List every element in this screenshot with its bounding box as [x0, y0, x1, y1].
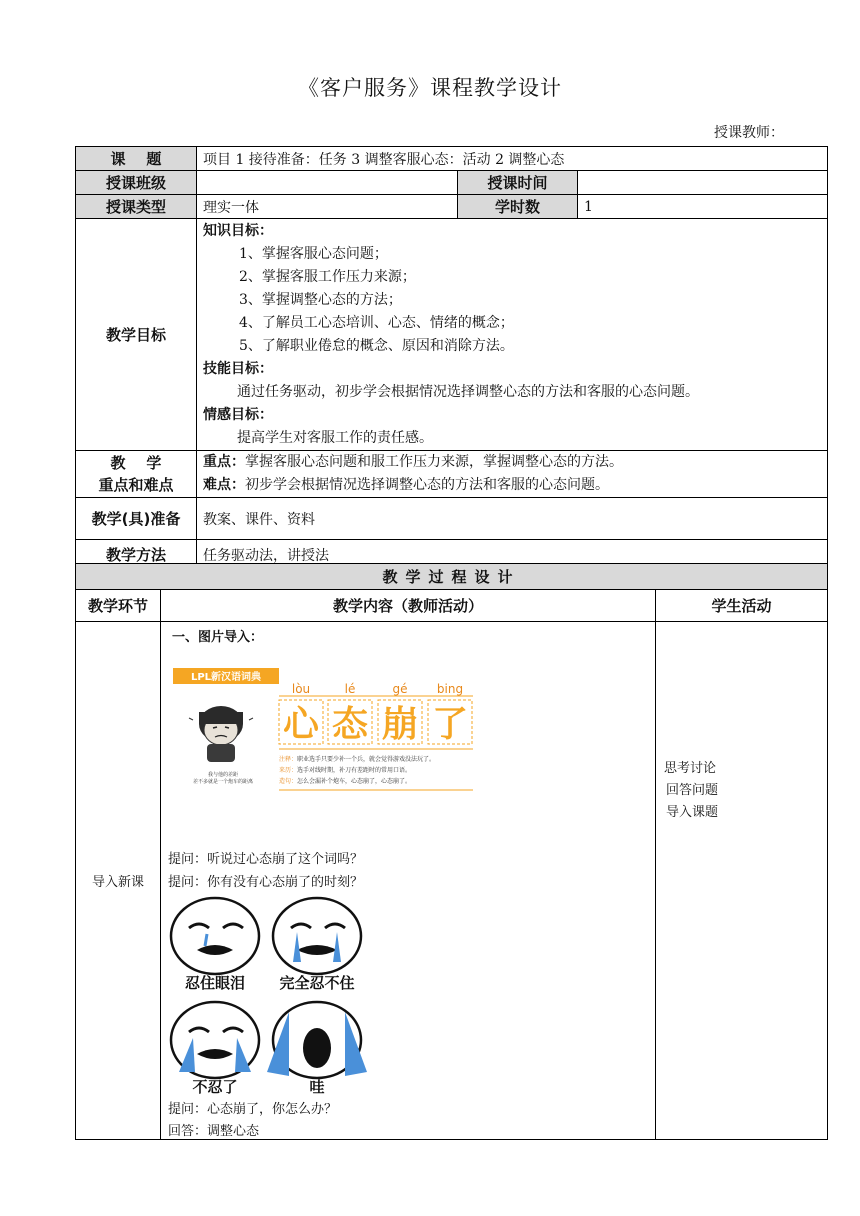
page-title: 《客户服务》课程教学设计	[298, 76, 562, 100]
meme-caption-3: 不忍了	[192, 1078, 238, 1096]
knowledge-title: 知识目标：	[203, 223, 273, 239]
pinyin-1: lòu	[291, 682, 311, 696]
prep-value: 教案、课件、资料	[197, 498, 828, 540]
question-2: 提问：你有没有心态崩了的时刻？	[168, 875, 364, 890]
knowledge-item: 3、掌握调整心态的方法；	[239, 292, 402, 308]
method-value: 任务驱动法，讲授法	[197, 540, 828, 570]
caption-1: 我与他的差距	[207, 772, 239, 778]
question-1: 提问：听说过心态崩了这个词吗？	[168, 852, 364, 867]
process-table	[75, 563, 828, 1140]
class-label: 授课班级	[76, 171, 197, 195]
brand-text: LPL新汉语词典	[190, 672, 262, 683]
char-1: 心	[282, 704, 320, 745]
note-val-2: 选手对线时期，补刀有差距时的常用口语。	[297, 767, 412, 774]
keypoint-label	[76, 451, 197, 498]
col-stage: 教学环节	[76, 590, 161, 622]
hours-label: 学时数	[458, 195, 578, 219]
answer-3: 回答：调整心态	[168, 1124, 260, 1139]
crying-face-icon	[273, 898, 361, 974]
col-student: 学生活动	[656, 590, 828, 622]
goals-label: 教学目标	[76, 219, 197, 451]
student-item: 导入课题	[666, 805, 719, 820]
pinyin-4: bing	[436, 682, 464, 696]
time-label: 授课时间	[458, 171, 578, 195]
knowledge-item: 4、了解员工心态培训、心态、情绪的概念；	[239, 315, 514, 331]
student-item: 回答问题	[666, 783, 719, 798]
meme-grid	[167, 892, 367, 1098]
pinyin-3: gé	[392, 682, 408, 696]
caption-2: 差不多就是一个炮车的距离	[192, 779, 254, 785]
keypoint-label-1: 教 学	[110, 454, 162, 472]
diff-text: 初步学会根据情况选择调整心态的方法和客服的心态问题。	[245, 477, 609, 493]
note-key-3: 造句：	[279, 778, 298, 785]
time-value	[578, 171, 828, 195]
topic-value: 项目 1 接待准备：任务 3 调整客服心态：活动 2 调整心态	[197, 147, 828, 171]
diff-title: 难点：	[203, 477, 245, 493]
hours-value: 1	[578, 195, 828, 219]
dict-image	[167, 662, 485, 812]
key-title: 重点：	[203, 454, 245, 470]
skill-title: 技能目标：	[203, 361, 273, 377]
meme-caption-4: 哇	[309, 1078, 325, 1096]
note-val-3: 怎么会漏补个炮车，心态崩了，心态崩了。	[297, 778, 412, 785]
char-3: 崩	[381, 704, 419, 745]
note-val-1: 职业选手只要少补一个兵，就会觉得游戏没法玩了。	[297, 756, 436, 763]
crying-faces-illustration	[167, 892, 367, 1098]
emotion-text: 提高学生对客服工作的责任感。	[237, 430, 433, 446]
stage-cell: 导入新课	[76, 622, 161, 1140]
student-item: 思考讨论	[664, 761, 717, 776]
prep-label: 教学(具)准备	[76, 498, 197, 540]
crying-face-icon	[267, 1002, 367, 1078]
emotion-title: 情感目标：	[203, 407, 273, 423]
teacher-label: 授课教师：	[714, 125, 784, 141]
type-label: 授课类型	[76, 195, 197, 219]
goals-content	[197, 219, 828, 451]
type-value: 理实一体	[197, 195, 458, 219]
content-cell	[161, 622, 656, 1140]
dict-illustration	[167, 662, 485, 812]
section-title: 一、图片导入：	[172, 630, 264, 645]
topic-label: 课 题	[76, 147, 197, 171]
col-content: 教学内容（教师活动）	[161, 590, 656, 622]
skill-text: 通过任务驱动，初步学会根据情况选择调整心态的方法和客服的心态问题。	[237, 384, 699, 400]
class-value	[197, 171, 458, 195]
keypoint-content	[197, 451, 828, 498]
crying-face-icon	[171, 898, 259, 974]
knowledge-item: 5、了解职业倦怠的概念、原因和消除方法。	[239, 338, 514, 354]
boy-figure-icon	[189, 706, 253, 762]
keypoint-label-2: 重点和难点	[98, 476, 174, 494]
note-key-1: 注释：	[279, 756, 298, 763]
char-2: 态	[331, 704, 369, 745]
knowledge-item: 1、掌握客服心态问题；	[239, 246, 388, 262]
meme-caption-1: 忍住眼泪	[184, 974, 246, 992]
char-4: 了	[431, 704, 469, 745]
method-label: 教学方法	[76, 540, 197, 570]
process-banner: 教学过程设计	[76, 564, 828, 590]
meme-caption-2: 完全忍不住	[279, 974, 355, 992]
crying-face-icon	[171, 1002, 259, 1078]
key-text: 掌握客服心态问题和服工作压力来源，掌握调整心态的方法。	[245, 454, 623, 470]
knowledge-item: 2、掌握客服工作压力来源；	[239, 269, 416, 285]
note-key-2: 来历：	[279, 767, 298, 774]
student-cell	[656, 622, 828, 1140]
question-3: 提问：心态崩了，你怎么办？	[168, 1102, 338, 1117]
course-info-table	[75, 146, 828, 570]
pinyin-2: lé	[344, 682, 356, 696]
